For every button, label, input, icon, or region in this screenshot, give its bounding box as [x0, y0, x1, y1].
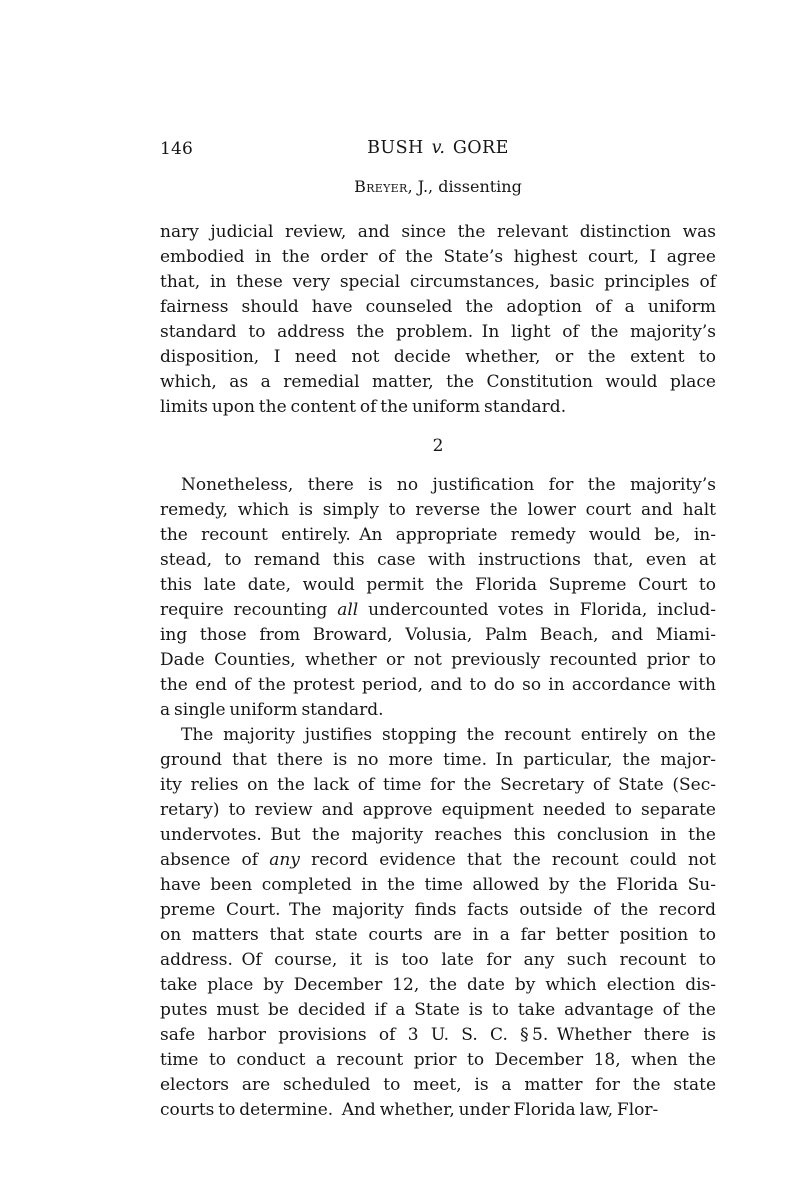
case-title [160, 138, 716, 158]
text-line: the recount entirely. An appropriate remedy would be, in- [160, 525, 716, 545]
attribution-suffix: , J., dissenting [407, 177, 522, 196]
text-line: remedy, which is simply to reverse the lower court and halt [160, 500, 716, 520]
opinion-attribution [160, 177, 716, 196]
text-line: have been completed in the time allowed by the Florida Su- [160, 875, 716, 895]
case-title-second-party: GORE [444, 138, 509, 158]
text-line: ing those from Broward, Volusia, Palm Beach, and Miami- [160, 625, 716, 645]
text-line: courts to determine. And whether, under Florida law, Flor- [160, 1100, 659, 1120]
text-line: fairness should have counseled the adoption of a uniform [160, 297, 716, 317]
text-line: absence of any record evidence that the recount could not [160, 850, 716, 870]
text-line: ground that there is no more time. In particular, the major- [160, 750, 716, 770]
text-line: embodied in the order of the State’s highest court, I agree [160, 247, 716, 267]
text-line: Dade Counties, whether or not previously recounted prior to [160, 650, 716, 670]
text-line: a single uniform standard. [160, 700, 384, 720]
text-line: that, in these very special circumstances, basic principles of [160, 272, 716, 292]
text-line: safe harbor provisions of 3 U. S. C. § 5. Whether there is [160, 1025, 716, 1045]
text-line: address. Of course, it is too late for any such recount to [160, 950, 716, 970]
running-header [160, 138, 716, 164]
opinion-body [160, 220, 716, 1123]
text-line: disposition, I need not decide whether, or the extent to [160, 347, 716, 367]
text-line: putes must be decided if a State is to take advantage of the [160, 1000, 716, 1020]
text-line: ity relies on the lack of time for the Secretary of State (Sec- [160, 775, 716, 795]
text-line: The majority justifies stopping the recount entirely on the [181, 725, 716, 745]
text-line: undervotes. But the majority reaches this conclusion in the [160, 825, 716, 845]
text-line: on matters that state courts are in a far better position to [160, 925, 716, 945]
text-line: retary) to review and approve equipment needed to separate [160, 800, 716, 820]
paragraph [160, 220, 716, 420]
text-line: which, as a remedial matter, the Constitution would place [160, 372, 716, 392]
case-title-first-party: BUSH [367, 138, 432, 158]
text-line: limits upon the content of the uniform standard. [160, 397, 567, 417]
text-line: require recounting all undercounted votes in Florida, includ- [160, 600, 716, 620]
text-line: time to conduct a recount prior to December 18, when the [160, 1050, 716, 1070]
text-line: electors are scheduled to meet, is a matter for the state [160, 1075, 716, 1095]
text-line: preme Court. The majority finds facts outside of the record [160, 900, 716, 920]
text-line: Nonetheless, there is no justification for the majority’s [181, 475, 716, 495]
text-line: take place by December 12, the date by which election dis- [160, 975, 716, 995]
text-line: standard to address the problem. In light of the majority’s [160, 322, 716, 342]
section-number: 2 [432, 436, 444, 456]
paragraph [160, 473, 716, 723]
case-title-versus: v. [431, 138, 445, 158]
justice-name: Breyer [354, 177, 408, 196]
text-line: this late date, would permit the Florida Supreme Court to [160, 575, 716, 595]
text-line: the end of the protest period, and to do so in accordance with [160, 675, 716, 695]
text-line: nary judicial review, and since the relevant distinction was [160, 222, 716, 242]
text-line: stead, to remand this case with instructions that, even at [160, 550, 716, 570]
paragraph [160, 723, 716, 1123]
page-number: 146 [160, 139, 194, 159]
